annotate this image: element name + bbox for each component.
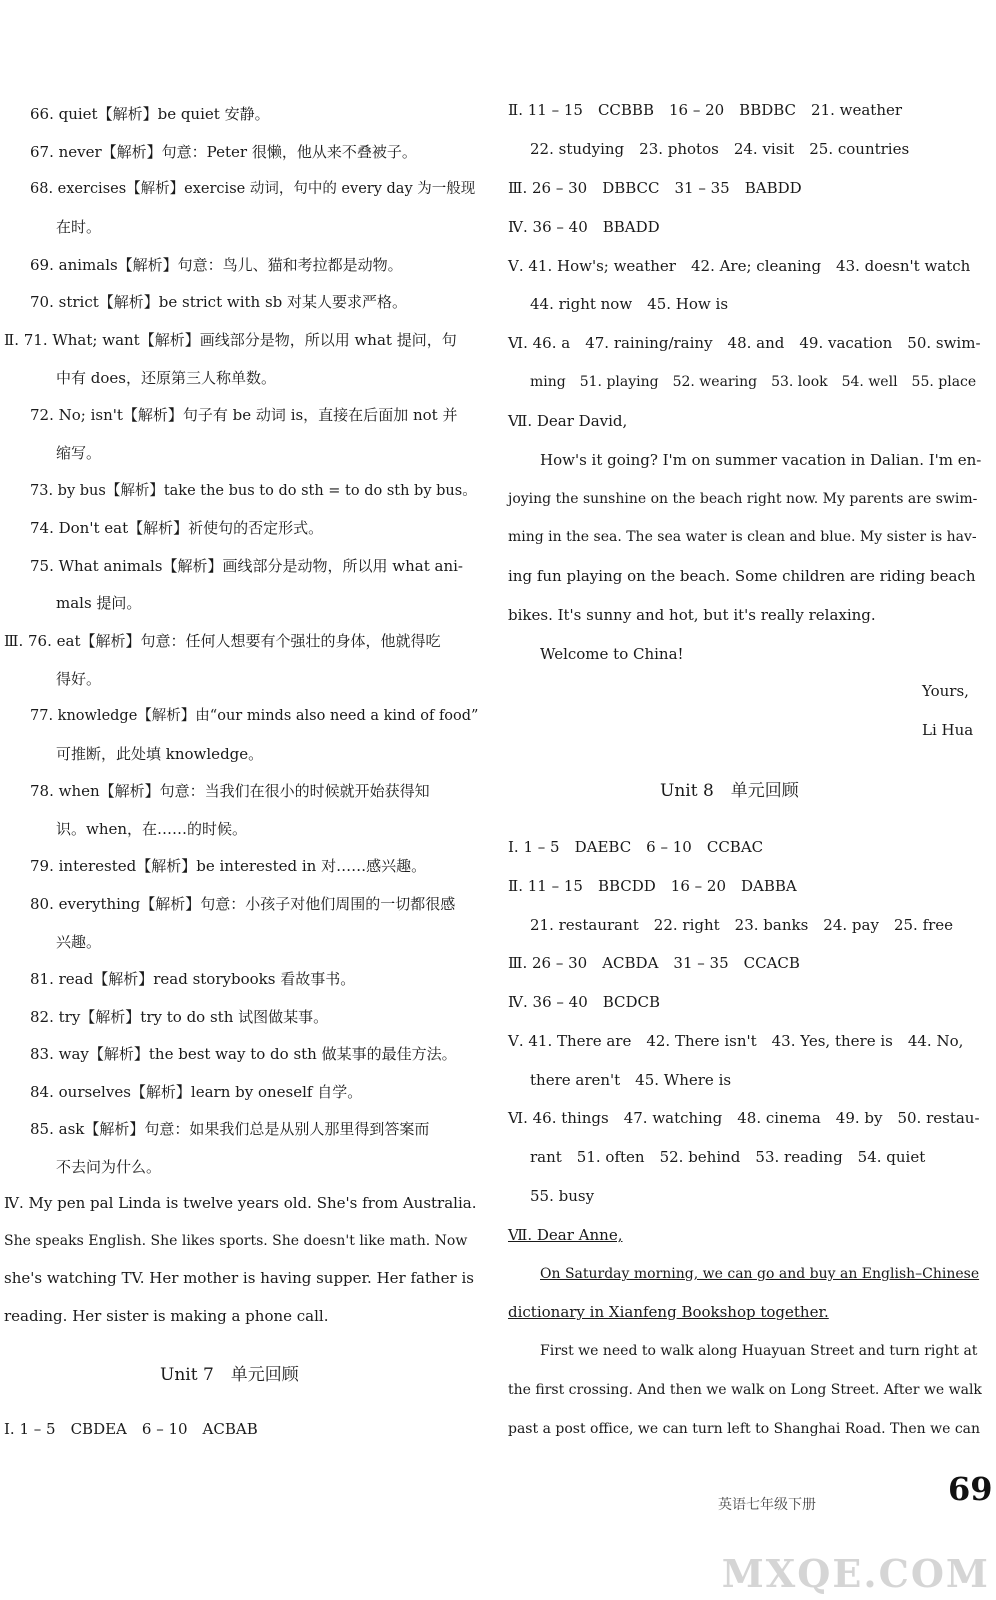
essay-8-line-1: On Saturday morning, we can go and buy an English–Chinese xyxy=(540,1266,980,1282)
essay-7-closing: Welcome to China! xyxy=(540,645,684,663)
answer-80-cont: 兴趣。 xyxy=(56,933,102,951)
answer-76-cont: 得好。 xyxy=(56,670,102,688)
answer-77: 77. knowledge【解析】由“our minds also need a kind of food” xyxy=(30,708,479,724)
unit-8-part-5-cont: there aren't 45. Where is xyxy=(530,1071,732,1089)
page-number: 69 xyxy=(948,1470,993,1508)
unit-8-part-7: Ⅶ. Dear Anne, xyxy=(508,1226,623,1244)
unit-7-part-3: Ⅲ. 26 – 30 DBBCC 31 – 35 BABDD xyxy=(508,179,802,197)
essay-8-line-3: First we need to walk along Huayuan Street and turn right at xyxy=(540,1343,978,1359)
essay-7-line-2: joying the sunshine on the beach right now. My parents are swim- xyxy=(508,491,978,507)
footer-book-title: 英语七年级下册 xyxy=(718,1497,816,1513)
answer-77-cont: 可推断，此处填 knowledge。 xyxy=(56,745,264,763)
unit-8-part-3: Ⅲ. 26 – 30 ACBDA 31 – 35 CCACB xyxy=(508,954,800,972)
answer-79: 79. interested【解析】be interested in 对……感兴趣。 xyxy=(30,857,427,875)
answer-78: 78. when【解析】句意：当我们在很小的时候就开始获得知 xyxy=(30,782,430,800)
answer-76: Ⅲ. 76. eat【解析】句意：任何人想要有个强壮的身体，他就得吃 xyxy=(4,632,441,650)
essay-7-signature: Li Hua xyxy=(922,721,974,739)
unit-7-part-4: Ⅳ. 36 – 40 BBADD xyxy=(508,218,660,236)
answer-71: Ⅱ. 71. What; want【解析】画线部分是物，所以用 what 提问，句 xyxy=(4,331,457,349)
answer-67: 67. never【解析】句意：Peter 很懒，他从来不叠被子。 xyxy=(30,143,417,161)
unit-8-part-4: Ⅳ. 36 – 40 BCDCB xyxy=(508,993,661,1011)
writing-4-line-3: she's watching TV. Her mother is having supper. Her father is xyxy=(4,1269,474,1287)
answer-75-cont: mals 提问。 xyxy=(56,594,142,612)
essay-7-line-3: ming in the sea. The sea water is clean and blue. My sister is hav- xyxy=(508,529,977,545)
unit-7-part-2: Ⅱ. 11 – 15 CCBBB 16 – 20 BBDBC 21. weather xyxy=(508,101,903,119)
answer-83: 83. way【解析】the best way to do sth 做某事的最佳方法。 xyxy=(30,1045,457,1063)
answer-75: 75. What animals【解析】画线部分是动物，所以用 what ani- xyxy=(30,557,463,575)
unit-8-part-6-cont: rant 51. often 52. behind 53. reading 54. quiet xyxy=(530,1148,926,1166)
answer-68-cont: 在时。 xyxy=(56,218,102,236)
answer-72: 72. No; isn't【解析】句子有 be 动词 is，直接在后面加 not 并 xyxy=(30,406,458,424)
answer-85: 85. ask【解析】句意：如果我们总是从别人那里得到答案而 xyxy=(30,1120,430,1138)
answer-85-cont: 不去问为什么。 xyxy=(56,1158,162,1176)
unit-8-part-2: Ⅱ. 11 – 15 BBCDD 16 – 20 DABBA xyxy=(508,877,797,895)
unit-8-part-5: Ⅴ. 41. There are 42. There isn't 43. Yes, there is 44. No, xyxy=(508,1032,964,1050)
unit-8-part-1: Ⅰ. 1 – 5 DAEBC 6 – 10 CCBAC xyxy=(508,838,764,856)
unit-8-heading: Unit 8 单元回顾 xyxy=(660,781,799,801)
essay-8-line-5: past a post office, we can turn left to Shanghai Road. Then we can xyxy=(508,1421,981,1437)
watermark: MXQE.COM xyxy=(721,1551,990,1596)
answer-70: 70. strict【解析】be strict with sb 对某人要求严格。 xyxy=(30,293,408,311)
unit-7-part-2-cont: 22. studying 23. photos 24. visit 25. countries xyxy=(530,140,910,158)
unit-7-part-6: Ⅵ. 46. a 47. raining/rainy 48. and 49. vacation 50. swim- xyxy=(508,334,981,352)
answer-78-cont: 识。when，在……的时候。 xyxy=(56,820,248,838)
unit-8-part-6: Ⅵ. 46. things 47. watching 48. cinema 49. by 50. restau- xyxy=(508,1109,980,1127)
unit-7-part-1: Ⅰ. 1 – 5 CBDEA 6 – 10 ACBAB xyxy=(4,1420,258,1438)
essay-8-line-4: the first crossing. And then we walk on Long Street. After we walk xyxy=(508,1382,982,1398)
unit-7-heading: Unit 7 单元回顾 xyxy=(160,1365,299,1385)
essay-7-line-4: ing fun playing on the beach. Some children are riding beach xyxy=(508,567,976,585)
answer-71-cont: 中有 does，还原第三人称单数。 xyxy=(56,369,276,387)
essay-7-line-1: How's it going? I'm on summer vacation in Dalian. I'm en- xyxy=(540,451,982,469)
answer-73: 73. by bus【解析】take the bus to do sth = to do sth by bus。 xyxy=(30,483,477,499)
answer-68: 68. exercises【解析】exercise 动词，句中的 every day 为一般现 xyxy=(30,181,476,197)
unit-7-part-6-cont: ming 51. playing 52. wearing 53. look 54. well 55. place xyxy=(530,374,977,390)
unit-7-part-5: Ⅴ. 41. How's; weather 42. Are; cleaning 43. doesn't watch xyxy=(508,257,971,275)
answer-69: 69. animals【解析】句意：鸟儿、猫和考拉都是动物。 xyxy=(30,256,403,274)
essay-7-line-5: bikes. It's sunny and hot, but it's really relaxing. xyxy=(508,606,876,624)
answer-74: 74. Don't eat【解析】祈使句的否定形式。 xyxy=(30,519,324,537)
writing-4-line-2: She speaks English. She likes sports. She doesn't like math. Now xyxy=(4,1233,468,1249)
answer-72-cont: 缩写。 xyxy=(56,444,102,462)
answer-66: 66. quiet【解析】be quiet 安静。 xyxy=(30,105,270,123)
unit-8-part-6-cont-2: 55. busy xyxy=(530,1187,595,1205)
writing-4-line-1: Ⅳ. My pen pal Linda is twelve years old. She's from Australia. xyxy=(4,1194,477,1212)
writing-4-line-4: reading. Her sister is making a phone call. xyxy=(4,1307,329,1325)
unit-7-part-5-cont: 44. right now 45. How is xyxy=(530,295,729,313)
unit-7-part-7: Ⅶ. Dear David, xyxy=(508,412,628,430)
unit-8-part-2-cont: 21. restaurant 22. right 23. banks 24. pay 25. free xyxy=(530,916,954,934)
essay-8-line-2: dictionary in Xianfeng Bookshop together. xyxy=(508,1303,829,1321)
answer-80: 80. everything【解析】句意：小孩子对他们周围的一切都很感 xyxy=(30,895,456,913)
answer-84: 84. ourselves【解析】learn by oneself 自学。 xyxy=(30,1083,363,1101)
answer-82: 82. try【解析】try to do sth 试图做某事。 xyxy=(30,1008,329,1026)
essay-7-yours: Yours, xyxy=(922,682,969,700)
answer-81: 81. read【解析】read storybooks 看故事书。 xyxy=(30,970,356,988)
